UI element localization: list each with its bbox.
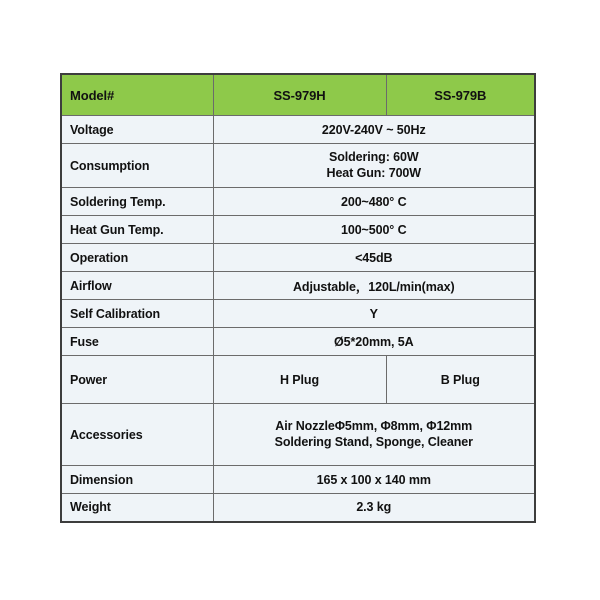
row-label-fuse: Fuse bbox=[61, 328, 213, 356]
row-value-voltage: 220V-240V ~ 50Hz bbox=[213, 116, 535, 144]
consumption-heat-gun: Heat Gun: 700W bbox=[326, 165, 421, 180]
table-row-consumption bbox=[61, 144, 535, 188]
row-label-power: Power bbox=[61, 356, 213, 404]
row-value-operation: <45dB bbox=[213, 244, 535, 272]
row-label-weight: Weight bbox=[61, 494, 213, 522]
row-label-heat-gun-temp: Heat Gun Temp. bbox=[61, 216, 213, 244]
row-value-dimension: 165 x 100 x 140 mm bbox=[213, 466, 535, 494]
table-header-row bbox=[61, 74, 535, 116]
row-label-voltage: Voltage bbox=[61, 116, 213, 144]
row-label-consumption: Consumption bbox=[61, 144, 213, 188]
table-row-airflow bbox=[61, 272, 535, 300]
header-cell-model-b: SS-979B bbox=[386, 74, 535, 116]
table-row-soldering-temp bbox=[61, 188, 535, 216]
row-value-fuse: Ø5*20mm, 5A bbox=[213, 328, 535, 356]
table-row-power bbox=[61, 356, 535, 404]
table-row-operation bbox=[61, 244, 535, 272]
row-label-airflow: Airflow bbox=[61, 272, 213, 300]
row-value-soldering-temp: 200~480° C bbox=[213, 188, 535, 216]
row-value-accessories bbox=[213, 404, 535, 466]
row-label-dimension: Dimension bbox=[61, 466, 213, 494]
row-value-heat-gun-temp: 100~500° C bbox=[213, 216, 535, 244]
specification-table bbox=[60, 73, 536, 523]
header-cell-model-h: SS-979H bbox=[213, 74, 386, 116]
accessories-nozzles: Air NozzleΦ5mm, Φ8mm, Φ12mm bbox=[275, 418, 473, 433]
table-row-voltage bbox=[61, 116, 535, 144]
table-row-self-calibration bbox=[61, 300, 535, 328]
table-row-accessories bbox=[61, 404, 535, 466]
table-row-fuse bbox=[61, 328, 535, 356]
row-label-operation: Operation bbox=[61, 244, 213, 272]
table-row-heat-gun-temp bbox=[61, 216, 535, 244]
row-value-airflow: Adjustable，120L/min(max) bbox=[213, 272, 535, 300]
row-value-self-calibration: Y bbox=[213, 300, 535, 328]
row-label-soldering-temp: Soldering Temp. bbox=[61, 188, 213, 216]
row-label-self-calibration: Self Calibration bbox=[61, 300, 213, 328]
table-row-dimension bbox=[61, 466, 535, 494]
specification-table-container bbox=[60, 73, 534, 523]
row-value-consumption bbox=[213, 144, 535, 188]
row-value-power-h: H Plug bbox=[213, 356, 386, 404]
row-value-power-b: B Plug bbox=[386, 356, 535, 404]
accessories-stand: Soldering Stand, Sponge, Cleaner bbox=[274, 434, 473, 449]
row-value-weight: 2.3 kg bbox=[213, 494, 535, 522]
consumption-soldering: Soldering: 60W bbox=[328, 149, 419, 164]
table-row-weight bbox=[61, 494, 535, 522]
header-cell-model: Model# bbox=[61, 74, 213, 116]
row-label-accessories: Accessories bbox=[61, 404, 213, 466]
